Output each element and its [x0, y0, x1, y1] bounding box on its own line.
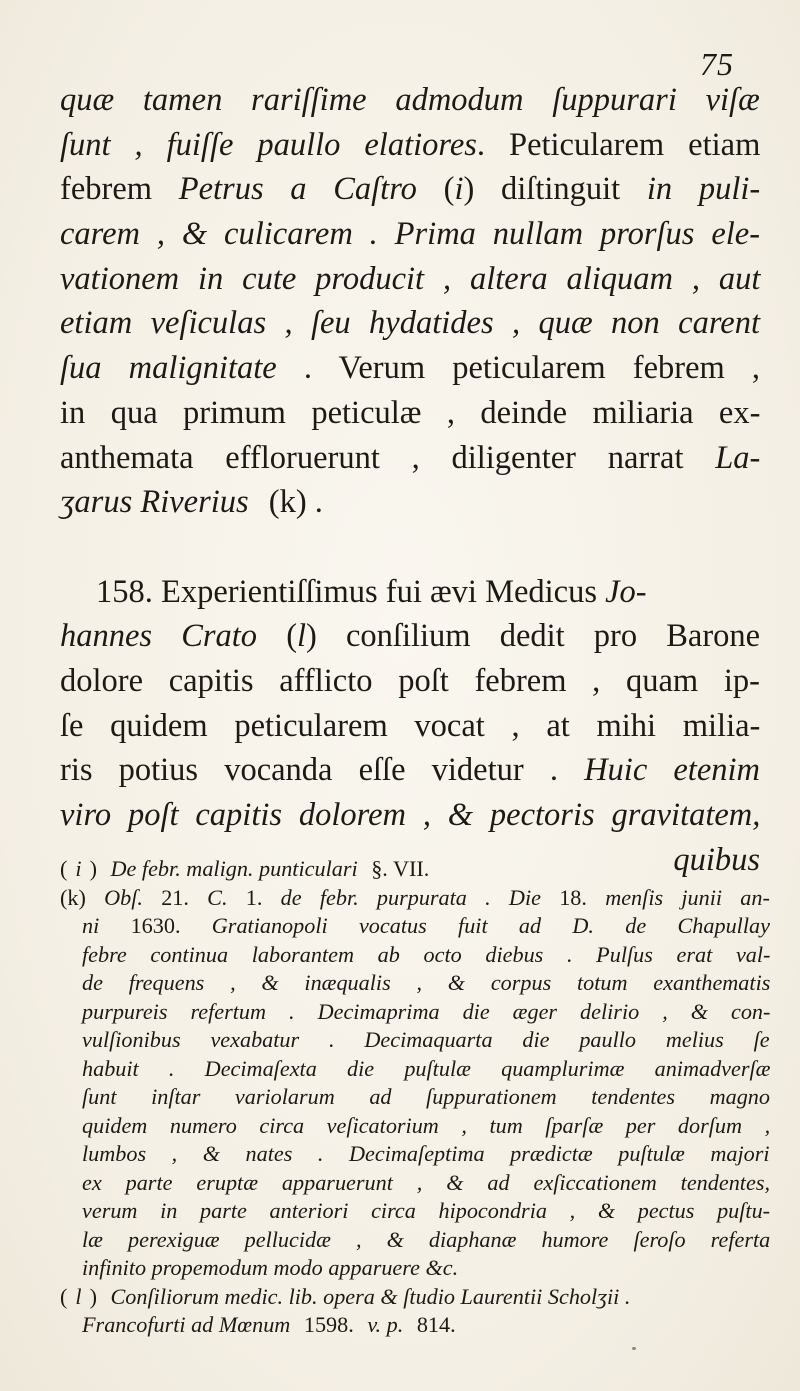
- text-run: ): [89, 856, 103, 881]
- body-line-content: [60, 257, 760, 302]
- footnote-line-content: [82, 1026, 770, 1055]
- footnote-line-content: [82, 912, 770, 941]
- body-line-content: [60, 659, 760, 704]
- text-run: quibus: [673, 841, 760, 878]
- footnote-line-content: [82, 1140, 770, 1169]
- text-run: ) diſtinguit: [463, 171, 647, 208]
- body-line: [60, 167, 760, 212]
- body-line: [60, 614, 760, 659]
- text-run: ) conſilium dedit pro Barone: [306, 618, 761, 655]
- text-run: 21.: [142, 884, 208, 910]
- text-run: 1630.: [130, 913, 212, 938]
- footnote-line-content: [82, 1169, 770, 1198]
- footnote-line-content: [82, 1083, 770, 1112]
- body-line: [60, 212, 760, 257]
- text-run: de febr. purpurata . Die: [280, 884, 541, 910]
- text-run: Obſ.: [104, 884, 143, 910]
- footnote-line: [60, 969, 770, 998]
- text-run: 18.: [540, 884, 606, 910]
- text-run: ʒarus Riverius: [60, 484, 249, 521]
- body-line-content: [60, 346, 760, 391]
- text-run: (k) .: [260, 484, 323, 521]
- footnote-line-content: [82, 1226, 770, 1255]
- body-line: [60, 704, 760, 749]
- text-run: 814.: [411, 1312, 456, 1337]
- body-line-content: [60, 391, 760, 436]
- text-run: viro poſt capitis dolorem , & pectoris gravitatem,: [60, 797, 761, 833]
- body-line-content: [60, 480, 335, 525]
- text-run: (: [257, 618, 298, 655]
- text-run: hannes Crato: [60, 618, 258, 655]
- text-run: quæ tamen rariſſime admodum ſuppurari viſæ: [60, 82, 760, 118]
- footnote-line-content: [82, 1055, 770, 1084]
- footnote-line: [60, 998, 770, 1027]
- text-run: etiam veſiculas , ſeu hydatides , quæ non carent: [60, 305, 760, 342]
- body-line-content: [60, 78, 760, 123]
- text-run: febrem: [60, 171, 179, 208]
- text-run: vulſionibus vexabatur . Decimaquarta die paullo melius ſe: [82, 1027, 770, 1052]
- body-line: [60, 78, 760, 123]
- body-line: [60, 659, 760, 704]
- body-line: [60, 436, 760, 481]
- footnote-line: [60, 1055, 770, 1084]
- body-line: [60, 346, 760, 391]
- footnote-line: [60, 1169, 770, 1198]
- text-run: purpureis refertum . Decimaprima die æger delirio , & con-: [82, 998, 771, 1024]
- text-run: [60, 529, 68, 565]
- text-run: ſunt inſtar variolarum ad ſuppurationem tendentes magno: [82, 1084, 770, 1109]
- text-run: quidem numero circa veſicatorium , tum ſparſæ per dorſum ,: [82, 1112, 771, 1138]
- footnote-line-content: [82, 1112, 770, 1141]
- text-run: ſunt , fuiſſe paullo elatiores: [60, 126, 477, 163]
- text-run: Francofurti ad Mœnum: [82, 1312, 291, 1337]
- text-run: carem , & culicarem . Prima nullam prorſus ele-: [60, 216, 761, 253]
- footnote-line-content: [60, 1283, 638, 1312]
- text-run: (: [416, 171, 455, 208]
- footnote-line-content: [82, 1197, 770, 1226]
- text-run: Petrus a Caſtro: [178, 171, 417, 208]
- footnote-line-content: [82, 998, 770, 1027]
- body-line: [60, 748, 760, 793]
- footnote-line-content: [82, 941, 770, 970]
- text-run: (k): [60, 884, 105, 910]
- text-run: (: [60, 856, 68, 881]
- body-line-content: [60, 301, 760, 346]
- text-run: §. VII.: [365, 856, 430, 881]
- footnote-line: [60, 1254, 770, 1283]
- text-run: de frequens , & inæqualis , & corpus totum exanthematis: [82, 970, 771, 995]
- text-run: l: [75, 1283, 82, 1309]
- body-line-content: [60, 123, 760, 168]
- text-run: infinito propemodum modo apparuere &c.: [82, 1255, 459, 1280]
- text-run: lumbos , & nates . Decimaſeptima prædictæ puſtulæ majori: [82, 1141, 770, 1166]
- text-run: ni: [82, 913, 131, 938]
- footnote-line-content: [82, 969, 770, 998]
- body-line-content: [60, 167, 760, 212]
- body-line: [60, 301, 760, 346]
- footnote-line: [60, 1283, 770, 1312]
- text-run: verum in parte anteriori circa hipocondria , & pectus puſtu-: [82, 1198, 771, 1223]
- text-run: De febr. malign. punticulari: [110, 856, 358, 881]
- text-run: 1598.: [298, 1312, 360, 1337]
- footnote-line: [60, 1140, 770, 1169]
- body-line-content: [60, 793, 760, 838]
- text-run: Conſiliorum medic. lib. opera & ſtudio Laurentii Scholʒii .: [110, 1283, 631, 1309]
- text-run: v. p.: [367, 1312, 404, 1337]
- text-run: ex parte eruptæ apparuerunt , & ad exſiccationem tendentes,: [82, 1169, 771, 1195]
- body-line-content: [60, 614, 760, 659]
- text-run: læ perexiguæ pellucidæ , & diaphanæ humore ſeroſo referta: [82, 1226, 771, 1252]
- text-run: 158. Experientiſſimus fui ævi Medicus: [96, 573, 606, 610]
- footnote-line: [60, 1226, 770, 1255]
- body-line-content: [60, 704, 760, 749]
- footnote-line-content: [82, 1311, 464, 1340]
- text-run: Jo-: [605, 573, 647, 610]
- footnote-line: [60, 884, 770, 913]
- body-line-content: [60, 748, 760, 793]
- body-line-content: [60, 436, 760, 481]
- footnote-line: [60, 1112, 770, 1141]
- text-run: anthemata effloruerunt , diligenter narrat: [60, 439, 716, 476]
- footnote-line: [60, 1197, 770, 1226]
- body-line-content: [60, 525, 80, 570]
- text-run: ): [89, 1283, 103, 1309]
- text-run: i: [75, 856, 82, 881]
- body-line-content: [60, 212, 760, 257]
- footnote-line-content: [60, 855, 437, 884]
- main-text: [60, 78, 760, 882]
- text-run: ſe quidem peticularem vocat , at mihi milia-: [60, 707, 761, 744]
- body-line: [60, 570, 760, 615]
- text-run: in puli-: [646, 171, 761, 208]
- text-run: ris potius vocanda eſſe videtur .: [60, 752, 585, 789]
- text-run: i: [454, 171, 464, 208]
- text-run: vationem in cute producit , altera aliquam , aut: [60, 260, 761, 297]
- text-run: Gratianopoli vocatus fuit ad D. de Chapullay: [211, 913, 770, 938]
- footnotes: [60, 855, 770, 1340]
- text-run: C.: [207, 884, 228, 910]
- body-line: [60, 123, 760, 168]
- footnote-line: [60, 941, 770, 970]
- footnote-line-content: [82, 1254, 466, 1283]
- body-line: [60, 793, 760, 838]
- body-line: [60, 257, 760, 302]
- footnote-line: [60, 1083, 770, 1112]
- footnote-line: [60, 1026, 770, 1055]
- text-run: . Verum peticularem febrem ,: [276, 350, 761, 387]
- text-run: La-: [715, 439, 761, 476]
- body-line: [60, 391, 760, 436]
- paper-speck: [632, 1347, 636, 1350]
- text-run: 1.: [227, 884, 281, 910]
- text-run: febre continua laborantem ab octo diebus . Pulſus erat val-: [82, 941, 771, 967]
- text-run: . Peticularem etiam: [476, 126, 761, 163]
- text-run: dolore capitis afflicto poſt febrem , quam ip-: [60, 662, 761, 699]
- footnote-line-content: [60, 884, 770, 913]
- body-line: [60, 525, 760, 570]
- text-run: l: [297, 618, 307, 655]
- body-line: [60, 480, 760, 525]
- footnote-line: [60, 855, 770, 884]
- text-run: in qua primum peticulæ , deinde miliaria ex-: [60, 394, 761, 431]
- text-run: habuit . Decimaſexta die puſtulæ quamplurimæ animadverſæ: [82, 1055, 771, 1081]
- text-run: (: [60, 1283, 68, 1309]
- text-run: menſis junii an-: [605, 884, 770, 910]
- page-number: 75: [700, 46, 734, 82]
- footnote-line: [60, 1311, 770, 1340]
- text-run: Huic etenim: [584, 752, 761, 789]
- body-line-content: [96, 570, 647, 615]
- text-run: ſua malignitate: [60, 350, 277, 387]
- footnote-line: [60, 912, 770, 941]
